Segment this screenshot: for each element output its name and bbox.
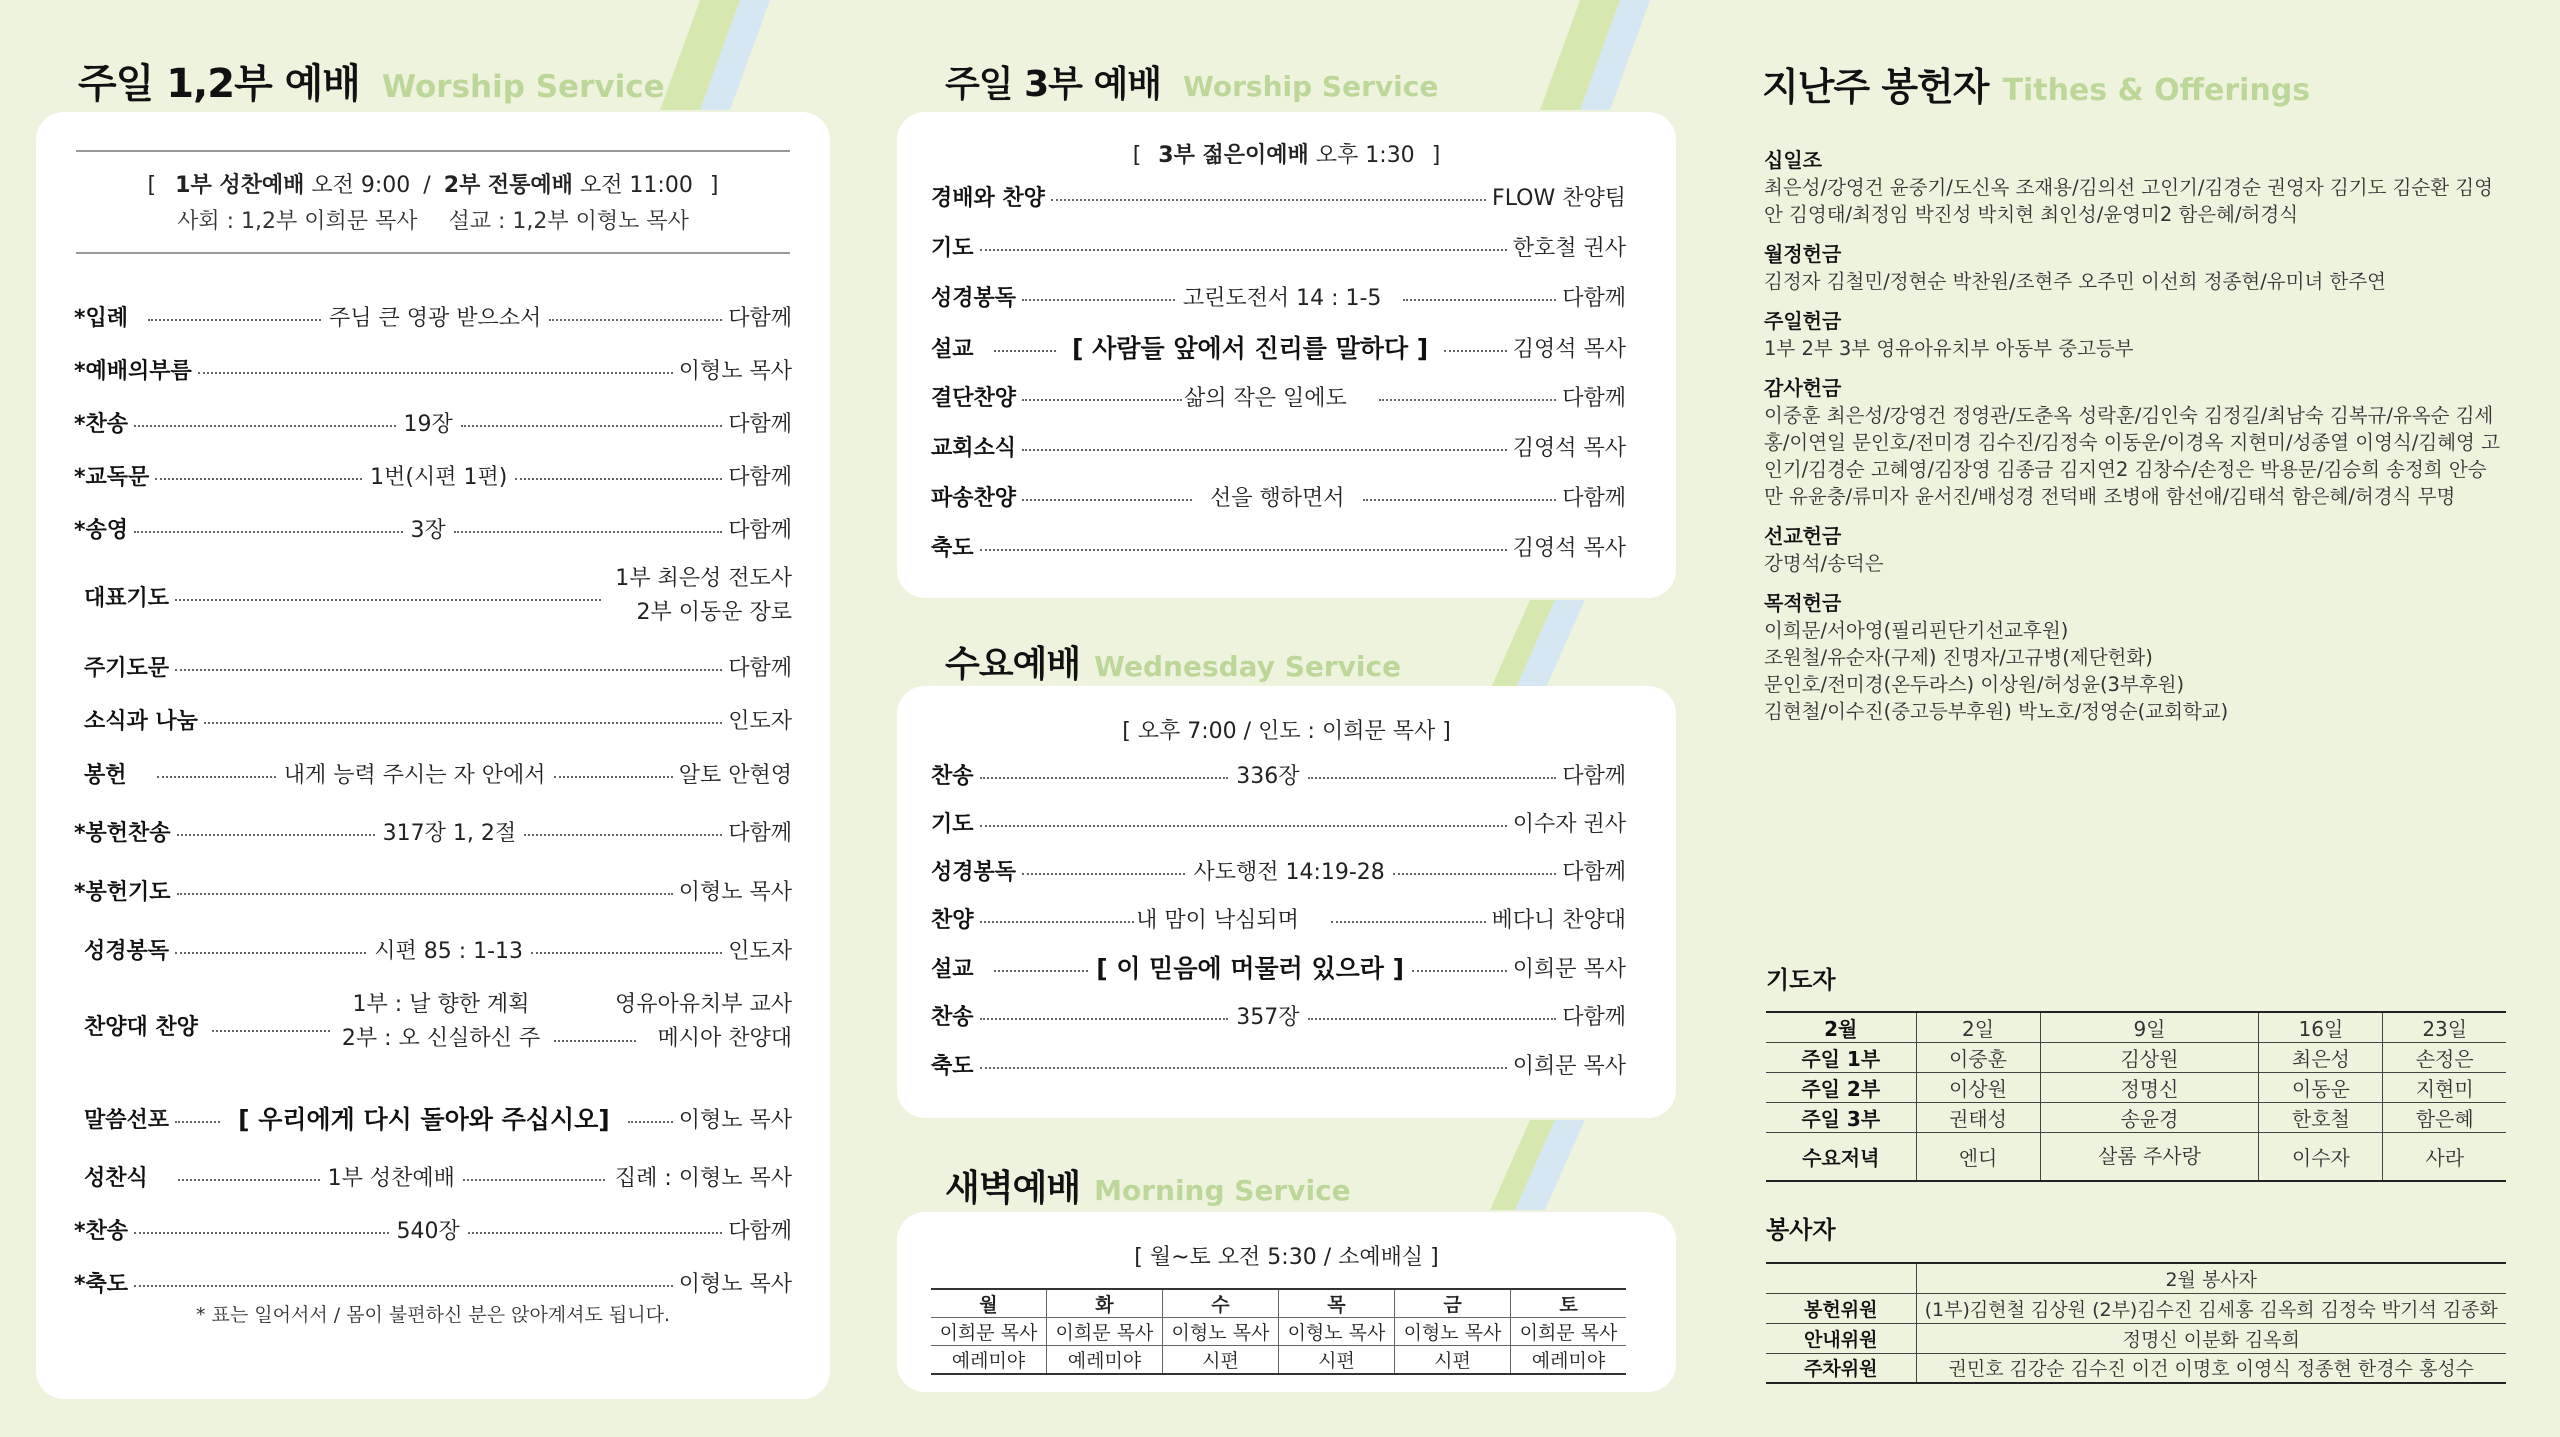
order-item: *찬송 540장 다함께 — [74, 1218, 792, 1244]
order-item: 기도 이수자 권사 — [931, 811, 1626, 837]
table-row: 주일 3부 권태성 송윤경 한호철 함은혜 — [1766, 1103, 2506, 1133]
table-row: 주일 2부 이상원 정명신 이동운 지현미 — [1766, 1073, 2506, 1103]
order-item: 찬송 357장 다함께 — [931, 1004, 1626, 1030]
offerings-subtitle: Tithes & Offerings — [2002, 73, 2311, 108]
worship12-card — [36, 112, 830, 1399]
offerings-list — [1764, 146, 2504, 737]
worship3-card — [897, 112, 1676, 598]
order-item: 성경봉독 시편 85 : 1-13 인도자 — [84, 938, 793, 964]
order-item: *송영 3장 다함께 — [74, 517, 792, 543]
worship3-order — [931, 112, 1626, 598]
prayers-header-row: 2월 2일 9일 16일 23일 — [1766, 1012, 2506, 1043]
order-item: 소식과 나눔 인도자 — [84, 708, 792, 734]
table-row: 수요저녁 엔디 살롬 주사랑 이수자 사라 — [1766, 1133, 2506, 1181]
offering-group: 주일헌금 1부 2부 3부 영유아유치부 아동부 중고등부 — [1764, 309, 2134, 360]
worship3-heading — [945, 56, 1438, 107]
worship12-order — [74, 112, 792, 1399]
order-item: 봉헌 내게 능력 주시는 자 안에서 알토 안현영 — [84, 762, 792, 788]
table-row: 주차위원 권민호 김강순 김수진 이건 이명호 이영식 정종현 한경수 홍성수 — [1766, 1353, 2506, 1383]
order-item: 축도 이희문 목사 — [931, 1053, 1626, 1079]
order-item: 설교 [ 사람들 앞에서 진리를 말하다 ] 김영석 목사 — [931, 334, 1627, 363]
order-item: 경배와 찬양 FLOW 찬양팀 — [931, 185, 1626, 211]
order-item: 파송찬양 선을 행하면서 다함께 — [931, 485, 1626, 511]
order-item: 성경봉독 사도행전 14:19-28 다함께 — [931, 859, 1626, 885]
table-row: 봉헌위원 (1부)김현철 김상원 (2부)김수진 김세홍 김옥희 김정숙 박기석 김종화 — [1766, 1293, 2506, 1323]
worship12-times: [ 1부 성찬예배 오전 9:00 / 2부 전통예배 오전 11:00 ] — [147, 173, 719, 198]
offering-group: 선교헌금 강명석/송덕은 — [1764, 524, 1884, 575]
order-item: 주기도문 다함께 — [84, 655, 792, 681]
prayers-title: 기도자 — [1766, 966, 1836, 994]
offering-group: 목적헌금 이희문/서아영(필리핀단기선교후원) 조원철/유순자(구제) 진명자/고규병(제단헌화) 문인호/전미경(온두라스) 이상원/허성윤(3부후원) 김현철/이수진(중고등부후원) 박노호/정영순(교회학교) — [1764, 591, 2229, 723]
order-item: *봉헌기도 이형노 목사 — [74, 879, 792, 905]
morning-books-row: 예레미야 예레미야 시편 시편 시편 예레미야 — [931, 1346, 1626, 1375]
morning-heading — [945, 1160, 1351, 1211]
order-item: 축도 김영석 목사 — [931, 535, 1626, 561]
morning-card — [897, 1212, 1676, 1392]
order-item: *축도 이형노 목사 — [74, 1271, 792, 1297]
worship3-title: 주일 3부 예배 — [945, 64, 1161, 105]
wednesday-title: 수요예배 — [945, 644, 1081, 685]
morning-table — [931, 1288, 1626, 1375]
standing-note: * 표는 일어서서 / 몸이 불편하신 분은 앉아계셔도 됩니다. — [195, 1304, 671, 1326]
morning-subtitle: Morning Service — [1094, 1174, 1351, 1207]
wednesday-order — [931, 686, 1626, 1118]
order-item: *입례 주님 큰 영광 받으소서 다함께 — [74, 305, 792, 331]
prayers-table — [1766, 1011, 2506, 1182]
wednesday-time: [ 오후 7:00 / 인도 : 이희문 목사 ] — [1122, 719, 1451, 744]
wednesday-heading — [945, 636, 1401, 687]
offerings-title: 지난주 봉헌자 — [1762, 65, 1989, 109]
order-item: 찬송 336장 다함께 — [931, 763, 1626, 789]
order-item: 성경봉독 고린도전서 14 : 1-5 다함께 — [931, 285, 1626, 311]
order-item: 교회소식 김영석 목사 — [931, 435, 1626, 461]
order-item: 설교 [ 이 믿음에 머물러 있으라 ] 이희문 목사 — [931, 954, 1626, 983]
servants-table — [1766, 1262, 2506, 1384]
offering-group: 월정헌금 김정자 김철민/정현순 박찬원/조현주 오주민 이선희 정종현/유미녀 한주연 — [1764, 242, 2387, 293]
offerings-heading — [1762, 56, 2310, 111]
wednesday-card — [897, 686, 1676, 1118]
wednesday-subtitle: Wednesday Service — [1094, 650, 1402, 683]
worship12-leaders: 사회 : 1,2부 이희문 목사 설교 : 1,2부 이형노 목사 — [177, 209, 689, 234]
worship3-time: [ 3부 젊은이예배 오후 1:30 ] — [1132, 143, 1441, 168]
morning-leaders-row: 이희문 목사 이희문 목사 이형노 목사 이형노 목사 이형노 목사 이희문 목사 — [931, 1318, 1626, 1346]
order-item: 기도 한호철 권사 — [931, 235, 1626, 261]
choir-item: 찬양대 찬양 1부 : 날 향한 계획 2부 : 오 신실하신 주 영유아유치부 교사 메시아 찬양대 — [84, 992, 792, 1051]
morning-days-row: 월 화 수 목 금 토 — [931, 1289, 1626, 1318]
order-item: 결단찬양 삶의 작은 일에도 다함께 — [931, 385, 1626, 411]
order-item: 찬양 내 맘이 낙심되며 베다니 찬양대 — [931, 907, 1627, 933]
servants-title: 봉사자 — [1766, 1216, 1836, 1244]
order-item: *봉헌찬송 317장 1, 2절 다함께 — [74, 820, 793, 846]
order-item: 대표기도 1부 최은성 전도사 2부 이동운 장로 — [84, 566, 792, 625]
order-item: *찬송 19장 다함께 — [74, 411, 792, 437]
morning-time: [ 월~토 오전 5:30 / 소예배실 ] — [1134, 1245, 1439, 1270]
order-item: 말씀선포 [ 우리에게 다시 돌아와 주십시오] 이형노 목사 — [84, 1105, 792, 1134]
servants-header-row: 2월 봉사자 — [1766, 1263, 2506, 1293]
order-item: *교독문 1번(시편 1편) 다함께 — [74, 464, 793, 490]
worship12-heading — [78, 52, 665, 109]
table-row: 안내위원 정명신 이분화 김옥희 — [1766, 1323, 2506, 1353]
order-item: *예배의부름 이형노 목사 — [74, 358, 792, 384]
worship3-subtitle: Worship Service — [1183, 70, 1439, 103]
worship12-title: 주일 1,2부 예배 — [78, 61, 360, 107]
morning-title: 새벽예배 — [945, 1168, 1081, 1209]
table-row: 주일 1부 이중훈 김상원 최은성 손정은 — [1766, 1043, 2506, 1073]
worship12-subtitle: Worship Service — [381, 69, 665, 105]
offering-group: 감사헌금 이중훈 최은성/강영건 정영관/도춘옥 성락훈/김인숙 김정길/최남숙 김복규/유옥순 김세홍/이연일 문인호/전미경 김수진/김정숙 이동운/이경옥 지현미/성종열 이영식/김혜영 고인기/김경순 고혜영/김장영 김종금 김지연2 김창수/손정은 박용문/김승희 송정희 안승만 유윤충/류미자 윤서진/배성경 전덕배 조병애 함선애/김태석 함은혜/허경식 무명 — [1764, 376, 2500, 508]
order-item: 성찬식 1부 성찬예배 집례 : 이형노 목사 — [84, 1165, 792, 1191]
offering-group: 십일조 최은성/강영건 윤중기/도신옥 조재용/김의선 고인기/김경순 권영자 김기도 김순환 김영안 김영태/최정임 박진성 박치현 최인성/윤영미2 함은혜/허경식 — [1764, 148, 2493, 226]
